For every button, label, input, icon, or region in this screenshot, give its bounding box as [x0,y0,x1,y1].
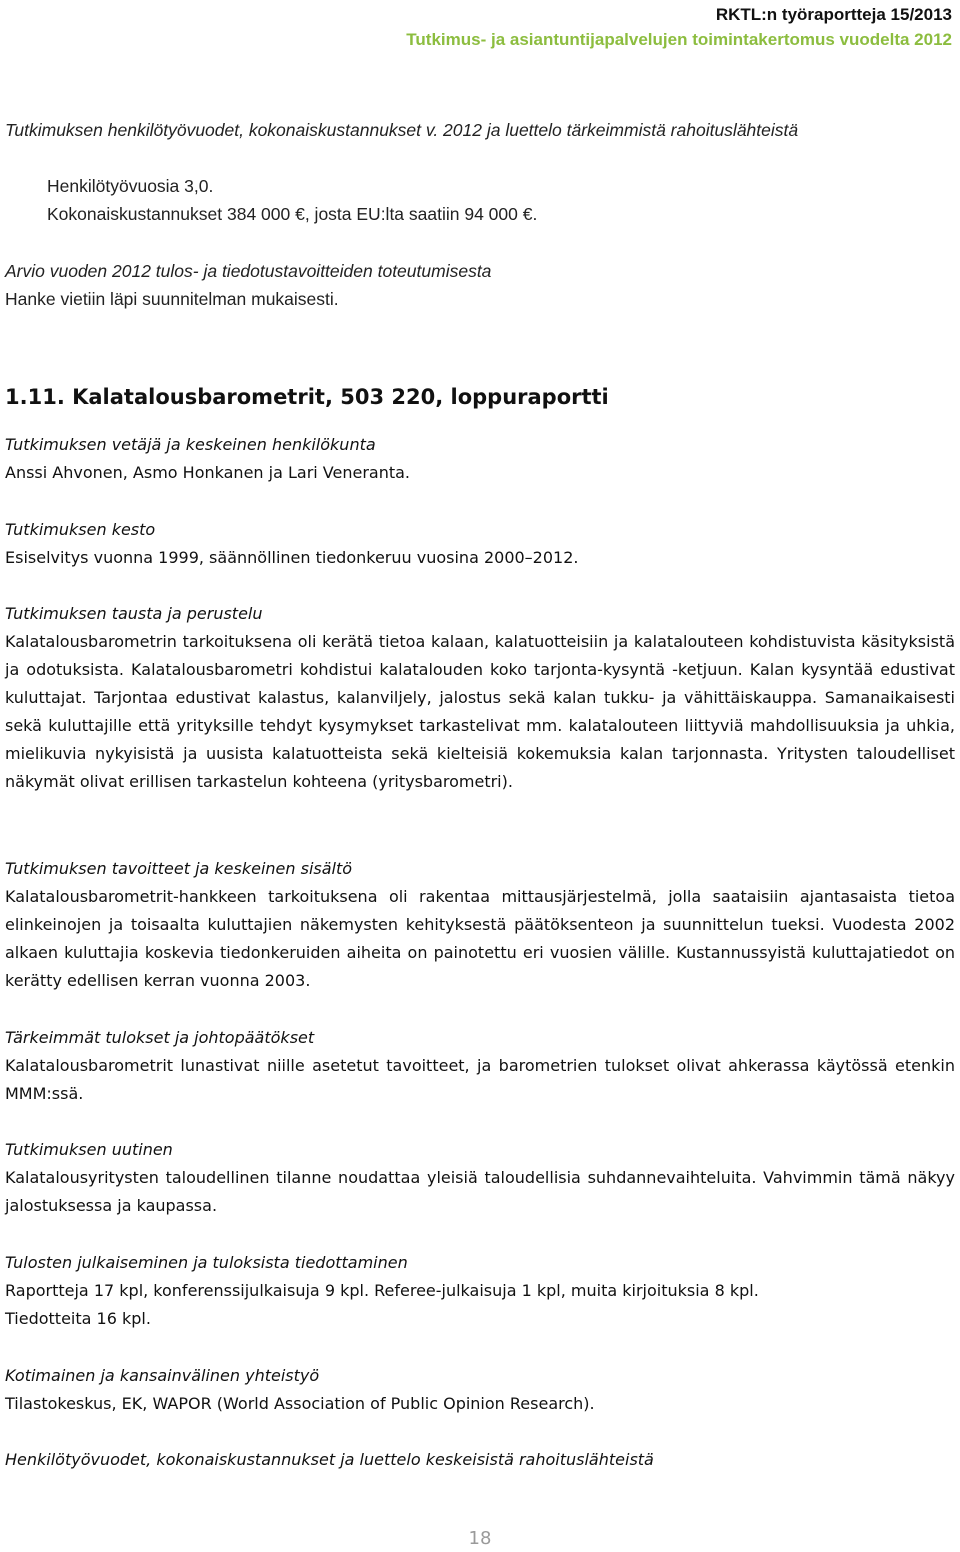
goals-text: Kalatalousbarometrit-hankkeen tarkoituksena oli rakentaa mittausjärjestelmä, jolla saataisiin ajantasaista tietoa elinkeinojen ja toisaalta kuluttajien näkemysten kehityksestä päätöksenteon ja suunnittelun tueksi. Vuodesta 2002 alkaen kuluttajia koskevia tiedonkeruiden aiheita on painotettu eri vuosien välille. Kustannussyistä kuluttajatiedot on kerätty edellisen kerran vuonna 2003. [5,887,955,990]
cooperation-heading: Kotimainen ja kansainvälinen yhteistyö [5,1366,320,1385]
evaluation-text: Hanke vietiin läpi suunnitelman mukaisesti. [5,289,339,309]
publications-heading: Tulosten julkaiseminen ja tuloksista tiedottaminen [5,1253,408,1272]
press-releases-text: Tiedotteita 16 kpl. [5,1309,151,1328]
staff-years: Henkilötyövuosia 3,0. [47,176,214,196]
background-text: Kalatalousbarometrin tarkoituksena oli kerätä tietoa kalaan, kalatuotteisiin ja kalatalouteen kohdistuvista käsityksistä ja odotuksista. Kalatalousbarometri kohdistui kalatalouden koko tarjonta-kysyntä -ketjuun. Kalan kysyntää edustivat kuluttajat. Tarjontaa edustivat kalastus, kalanviljely, jalostus sekä kalan tukku- ja vähittäiskauppa. Samanaikaisesti sekä kuluttajille että yrityksille tehdyt kysymykset tarkastelivat mm. kalatalouteen liittyviä mahdollisuuksia ja uhkia, mielikuvia nykyisistä ja uusista kalatuotteista sekä kielteisiä kokemuksia kalan tarjonnasta. Yritysten taloudelliset näkymät olivat erillisen tarkastelun kohteena (yritysbarometri). [5,632,955,791]
results-heading: Tärkeimmät tulokset ja johtopäätökset [5,1028,315,1047]
publications-text: Raportteja 17 kpl, konferenssijulkaisuja 9 kpl. Referee-julkaisuja 1 kpl, muita kirjoituksia 8 kpl. [5,1281,759,1300]
cooperation-text: Tilastokeskus, EK, WAPOR (World Association of Public Opinion Research). [5,1394,595,1413]
staff-costs-heading: Henkilötyövuodet, kokonaiskustannukset ja luettelo keskeisistä rahoituslähteistä [5,1450,654,1469]
leader-heading: Tutkimuksen vetäjä ja keskeinen henkilökunta [5,435,376,454]
report-series-label: RKTL:n työraportteja 15/2013 [715,5,952,24]
duration-text: Esiselvitys vuonna 1999, säännöllinen tiedonkeruu vuosina 2000–2012. [5,548,579,567]
results-text: Kalatalousbarometrit lunastivat niille asetetut tavoitteet, ja barometrien tulokset olivat ahkerassa käytössä etenkin MMM:ssä. [5,1056,955,1103]
background-heading: Tutkimuksen tausta ja perustelu [5,604,263,623]
report-title-label: Tutkimus- ja asiantuntijapalvelujen toimintakertomus vuodelta 2012 [406,30,952,49]
staff-heading: Tutkimuksen henkilötyövuodet, kokonaiskustannukset v. 2012 ja luettelo tärkeimmistä rahoituslähteistä [5,120,799,140]
running-header [406,2,952,52]
news-text: Kalatalousyritysten taloudellinen tilanne noudattaa yleisiä taloudellisia suhdannevaihteluita. Vahvimmin tämä näkyy jalostuksessa ja kaupassa. [5,1168,955,1215]
news-heading: Tutkimuksen uutinen [5,1140,173,1159]
staff-costs: Kokonaiskustannukset 384 000 €, josta EU:lta saatiin 94 000 €. [47,204,538,224]
evaluation-heading: Arvio vuoden 2012 tulos- ja tiedotustavoitteiden toteutumisesta [5,261,492,281]
duration-heading: Tutkimuksen kesto [5,520,156,539]
section-title: 1.11. Kalatalousbarometrit, 503 220, loppuraportti [5,385,609,409]
goals-heading: Tutkimuksen tavoitteet ja keskeinen sisältö [5,859,353,878]
leader-text: Anssi Ahvonen, Asmo Honkanen ja Lari Veneranta. [5,463,411,482]
page-number: 18 [468,1528,492,1549]
